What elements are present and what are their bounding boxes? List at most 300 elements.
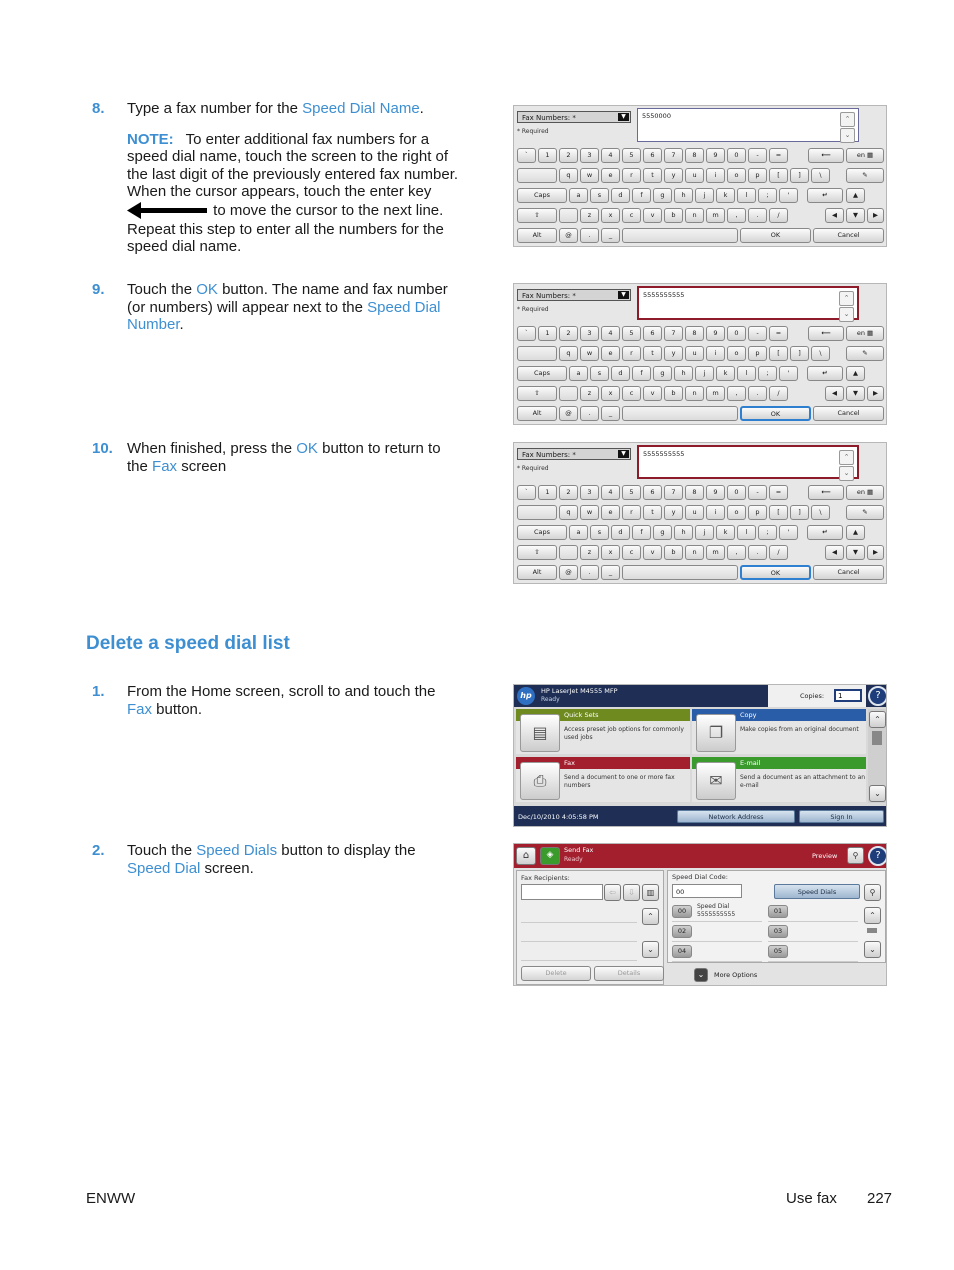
preview-magnifier-icon[interactable]: ⚲: [847, 847, 864, 864]
key-f[interactable]: f: [632, 366, 651, 381]
key-x[interactable]: x: [601, 208, 620, 223]
key-2[interactable]: 2: [559, 148, 578, 163]
sign-in-button[interactable]: Sign In: [799, 810, 884, 823]
key-equals[interactable]: =: [769, 326, 788, 341]
field-select[interactable]: [517, 111, 631, 123]
recipient-row[interactable]: [521, 923, 637, 942]
field-select-label: Fax Numbers: *: [522, 451, 576, 459]
key-semicolon[interactable]: ;: [758, 366, 777, 381]
language-key[interactable]: [846, 148, 884, 163]
shift-key-icon[interactable]: ⇧: [517, 545, 557, 560]
scroll-up-icon[interactable]: ⌃: [839, 291, 854, 306]
step-text: When finished, press the: [127, 440, 297, 457]
key-comma[interactable]: ,: [727, 208, 746, 223]
recipients-input[interactable]: [521, 884, 603, 900]
scroll-down-icon[interactable]: ⌄: [642, 941, 659, 958]
key-p[interactable]: p: [748, 168, 767, 183]
step-text-mid: button to display the: [277, 842, 416, 859]
key-u[interactable]: u: [685, 346, 704, 361]
fax-number-input[interactable]: [637, 286, 859, 320]
key-i[interactable]: i: [706, 168, 725, 183]
language-key[interactable]: [846, 326, 884, 341]
key-dot[interactable]: .: [580, 406, 599, 421]
key-blank[interactable]: [559, 208, 578, 223]
scroll-down-icon[interactable]: ⌄: [839, 466, 854, 481]
key-t[interactable]: t: [643, 505, 662, 520]
clear-eraser-icon[interactable]: ✎: [846, 346, 884, 361]
key-w[interactable]: w: [580, 346, 599, 361]
key-m[interactable]: m: [706, 545, 725, 560]
key-i[interactable]: i: [706, 346, 725, 361]
key-o[interactable]: o: [727, 346, 746, 361]
ok-button[interactable]: OK: [740, 406, 811, 421]
input-scrollbar[interactable]: [839, 291, 854, 323]
key-4[interactable]: 4: [601, 326, 620, 341]
fax-number-input[interactable]: [637, 445, 859, 479]
key-lbracket[interactable]: [: [769, 346, 788, 361]
key-equals[interactable]: =: [769, 485, 788, 500]
details-button[interactable]: Details: [594, 966, 664, 981]
arrow-left-icon[interactable]: ◀: [825, 208, 844, 223]
key-semicolon[interactable]: ;: [758, 188, 777, 203]
network-address-button[interactable]: Network Address: [677, 810, 795, 823]
home-scrollbar[interactable]: [868, 709, 886, 803]
recipients-panel: [516, 870, 664, 985]
ok-button[interactable]: OK: [740, 228, 811, 243]
speed-dial-entry[interactable]: [672, 944, 762, 962]
key-e[interactable]: e: [601, 346, 620, 361]
key-comma[interactable]: ,: [727, 545, 746, 560]
key-underscore[interactable]: _: [601, 565, 620, 580]
key-7[interactable]: 7: [664, 485, 683, 500]
key-backtick[interactable]: `: [517, 326, 536, 341]
key-s[interactable]: s: [590, 188, 609, 203]
keyboard-layout-icon: ▦: [864, 151, 874, 159]
step-text-end: .: [419, 100, 424, 117]
keyboard-header: [514, 443, 886, 485]
key-lbracket[interactable]: [: [769, 168, 788, 183]
key-quote[interactable]: ': [779, 366, 798, 381]
key-5[interactable]: 5: [622, 485, 641, 500]
key-c[interactable]: c: [622, 386, 641, 401]
key-d[interactable]: d: [611, 188, 630, 203]
step-text-mid: button. The name and fax number (or numbers) will appear next to the: [127, 281, 448, 316]
key-p[interactable]: p: [748, 505, 767, 520]
key-g[interactable]: g: [653, 366, 672, 381]
speed-dials-button[interactable]: Speed Dials: [774, 884, 860, 899]
key-w[interactable]: w: [580, 168, 599, 183]
input-scrollbar[interactable]: [839, 450, 854, 482]
scroll-thumb[interactable]: [872, 731, 882, 745]
key-underscore[interactable]: _: [601, 406, 620, 421]
key-9[interactable]: 9: [706, 148, 725, 163]
key-c[interactable]: c: [622, 208, 641, 223]
key-0[interactable]: 0: [727, 148, 746, 163]
key-f[interactable]: f: [632, 525, 651, 540]
key-7[interactable]: 7: [664, 326, 683, 341]
key-at[interactable]: @: [559, 565, 578, 580]
key-4[interactable]: 4: [601, 148, 620, 163]
key-j[interactable]: j: [695, 188, 714, 203]
key-quote[interactable]: ': [779, 525, 798, 540]
scroll-down-icon[interactable]: ⌄: [869, 785, 886, 802]
key-m[interactable]: m: [706, 386, 725, 401]
alt-key[interactable]: Alt: [517, 565, 557, 580]
keyboard-screen-3: [513, 442, 887, 584]
cancel-button[interactable]: Cancel: [813, 565, 884, 580]
key-9[interactable]: 9: [706, 326, 725, 341]
shift-key-icon[interactable]: ⇧: [517, 208, 557, 223]
key-1[interactable]: 1: [538, 148, 557, 163]
scroll-thumb[interactable]: [867, 928, 877, 933]
key-1[interactable]: 1: [538, 485, 557, 500]
arrow-left-icon[interactable]: ◀: [825, 545, 844, 560]
space-key[interactable]: [622, 565, 738, 580]
footer-left: ENWW: [86, 1190, 136, 1207]
arrow-down-icon[interactable]: ⇩: [623, 884, 640, 901]
delete-step-1: [92, 683, 462, 718]
key-backslash[interactable]: \: [811, 346, 830, 361]
step-text-end: screen: [177, 457, 227, 475]
key-period[interactable]: .: [748, 545, 767, 560]
key-m[interactable]: m: [706, 208, 725, 223]
email-tile[interactable]: [692, 757, 866, 802]
key-o[interactable]: o: [727, 505, 746, 520]
keyboard-row-4: [514, 545, 886, 565]
key-6[interactable]: 6: [643, 148, 662, 163]
key-a[interactable]: a: [569, 366, 588, 381]
key-2[interactable]: 2: [559, 485, 578, 500]
note-text: To enter additional fax numbers for a speed dial name, touch the screen to the right of the last digit of the previously entered fax number. When the cursor appears, touch the enter key: [127, 130, 459, 200]
key-z[interactable]: z: [580, 545, 599, 560]
key-s[interactable]: s: [590, 525, 609, 540]
key-slash[interactable]: /: [769, 208, 788, 223]
key-k[interactable]: k: [716, 366, 735, 381]
key-r[interactable]: r: [622, 505, 641, 520]
key-b[interactable]: b: [664, 208, 683, 223]
speed-dials-link: Speed Dials: [196, 842, 278, 859]
arrow-left-icon[interactable]: ◀: [825, 386, 844, 401]
key-8[interactable]: 8: [685, 485, 704, 500]
space-key[interactable]: [622, 228, 738, 243]
key-6[interactable]: 6: [643, 485, 662, 500]
copy-tile[interactable]: [692, 709, 866, 754]
key-8[interactable]: 8: [685, 326, 704, 341]
key-period[interactable]: .: [748, 208, 767, 223]
key-0[interactable]: 0: [727, 485, 746, 500]
key-h[interactable]: h: [674, 525, 693, 540]
key-8[interactable]: 8: [685, 148, 704, 163]
scroll-up-icon[interactable]: ⌃: [869, 711, 886, 728]
language-key[interactable]: [846, 485, 884, 500]
fax-number-input[interactable]: [637, 108, 859, 142]
key-3[interactable]: 3: [580, 148, 599, 163]
key-a[interactable]: a: [569, 525, 588, 540]
key-v[interactable]: v: [643, 208, 662, 223]
key-y[interactable]: y: [664, 346, 683, 361]
key-3[interactable]: 3: [580, 485, 599, 500]
speed-dial-name-link: Speed Dial Name: [302, 100, 420, 117]
scroll-up-icon[interactable]: ⌃: [840, 112, 855, 127]
ok-button[interactable]: OK: [740, 565, 811, 580]
key-equals[interactable]: =: [769, 148, 788, 163]
arrow-down-icon[interactable]: ▼: [846, 386, 865, 401]
key-0[interactable]: 0: [727, 326, 746, 341]
key-period[interactable]: .: [748, 386, 767, 401]
required-note: * Required: [517, 128, 549, 135]
speed-dial-entry[interactable]: [768, 924, 858, 942]
scroll-up-icon[interactable]: ⌃: [642, 908, 659, 925]
key-slash[interactable]: /: [769, 386, 788, 401]
key-blank[interactable]: [517, 168, 557, 183]
speed-dial-entry[interactable]: [768, 904, 858, 922]
key-q[interactable]: q: [559, 346, 578, 361]
alt-key[interactable]: Alt: [517, 228, 557, 243]
recipient-row[interactable]: [521, 942, 637, 961]
chevron-down-icon: ⌄: [694, 968, 708, 982]
key-v[interactable]: v: [643, 386, 662, 401]
key-n[interactable]: n: [685, 545, 704, 560]
arrow-up-icon[interactable]: ▲: [846, 366, 865, 381]
key-slash[interactable]: /: [769, 545, 788, 560]
key-g[interactable]: g: [653, 525, 672, 540]
key-s[interactable]: s: [590, 366, 609, 381]
fax-icon: ⎙: [520, 762, 560, 800]
key-blank[interactable]: [517, 346, 557, 361]
key-u[interactable]: u: [685, 168, 704, 183]
key-6[interactable]: 6: [643, 326, 662, 341]
key-j[interactable]: j: [695, 366, 714, 381]
key-b[interactable]: b: [664, 386, 683, 401]
key-at[interactable]: @: [559, 406, 578, 421]
keyboard-row-5: [514, 565, 886, 584]
speed-dial-entry[interactable]: [672, 924, 762, 942]
keyboard-layout-icon: ▦: [864, 329, 874, 337]
key-d[interactable]: d: [611, 525, 630, 540]
copies-label: Copies:: [800, 692, 825, 700]
quick-sets-tile[interactable]: [516, 709, 690, 754]
key-b[interactable]: b: [664, 545, 683, 560]
tile-title: Fax: [516, 757, 690, 769]
key-q[interactable]: q: [559, 168, 578, 183]
enter-key-icon[interactable]: ↵: [807, 366, 843, 381]
cancel-button[interactable]: Cancel: [813, 406, 884, 421]
speed-dial-name: Speed Dial: [697, 903, 730, 910]
key-5[interactable]: 5: [622, 148, 641, 163]
speed-dial-entry[interactable]: [768, 944, 858, 962]
speed-dial-code-input[interactable]: 00: [672, 884, 742, 898]
key-n[interactable]: n: [685, 386, 704, 401]
arrow-left-icon[interactable]: ⇦: [604, 884, 621, 901]
key-r[interactable]: r: [622, 346, 641, 361]
key-o[interactable]: o: [727, 168, 746, 183]
key-p[interactable]: p: [748, 346, 767, 361]
key-w[interactable]: w: [580, 505, 599, 520]
arrow-down-icon[interactable]: ▼: [846, 208, 865, 223]
tile-title: Quick Sets: [516, 709, 690, 721]
caps-key[interactable]: Caps: [517, 188, 567, 203]
preview-label[interactable]: Preview: [812, 852, 838, 860]
caps-key[interactable]: Caps: [517, 525, 567, 540]
enter-key-icon: [127, 201, 209, 221]
key-l[interactable]: l: [737, 525, 756, 540]
send-fax-screen: [513, 843, 887, 986]
key-i[interactable]: i: [706, 505, 725, 520]
key-l[interactable]: l: [737, 366, 756, 381]
field-select[interactable]: [517, 289, 631, 301]
key-underscore[interactable]: _: [601, 228, 620, 243]
key-3[interactable]: 3: [580, 326, 599, 341]
fax-tile[interactable]: [516, 757, 690, 802]
key-2[interactable]: 2: [559, 326, 578, 341]
copies-input[interactable]: 1: [834, 689, 862, 702]
arrow-down-icon[interactable]: ▼: [846, 545, 865, 560]
key-r[interactable]: r: [622, 168, 641, 183]
key-at[interactable]: @: [559, 228, 578, 243]
key-j[interactable]: j: [695, 525, 714, 540]
key-backtick[interactable]: `: [517, 485, 536, 500]
key-quote[interactable]: ': [779, 188, 798, 203]
key-7[interactable]: 7: [664, 148, 683, 163]
arrow-up-icon[interactable]: ▲: [846, 188, 865, 203]
speed-dial-code: 02: [672, 925, 692, 938]
home-icon[interactable]: ⌂: [516, 847, 536, 865]
key-d[interactable]: d: [611, 366, 630, 381]
key-e[interactable]: e: [601, 168, 620, 183]
keyboard-row-1: [514, 148, 886, 168]
scroll-down-icon[interactable]: ⌄: [864, 941, 881, 958]
footer-section: Use fax: [786, 1190, 837, 1207]
key-rbracket[interactable]: ]: [790, 346, 809, 361]
key-x[interactable]: x: [601, 386, 620, 401]
key-1[interactable]: 1: [538, 326, 557, 341]
key-c[interactable]: c: [622, 545, 641, 560]
keyboard-screen-2: [513, 283, 887, 425]
keyboard-screen-1: [513, 105, 887, 247]
key-rbracket[interactable]: ]: [790, 505, 809, 520]
send-fax-header: [514, 844, 887, 868]
tile-description: Send a document as an attachment to an e-mail: [740, 774, 866, 789]
hp-logo-icon: hp: [517, 687, 535, 705]
scroll-down-icon[interactable]: ⌄: [840, 128, 855, 143]
recipients-label: Fax Recipients:: [521, 874, 570, 882]
key-h[interactable]: h: [674, 188, 693, 203]
key-g[interactable]: g: [653, 188, 672, 203]
clear-eraser-icon[interactable]: ✎: [846, 168, 884, 183]
arrow-right-icon[interactable]: ▶: [867, 208, 884, 223]
caps-key[interactable]: Caps: [517, 366, 567, 381]
help-icon[interactable]: ?: [868, 846, 887, 866]
arrow-up-icon[interactable]: ▲: [846, 525, 865, 540]
key-backtick[interactable]: `: [517, 148, 536, 163]
dropdown-arrow-icon: ▼: [618, 450, 629, 458]
search-icon[interactable]: ⚲: [864, 884, 881, 901]
key-lbracket[interactable]: [: [769, 505, 788, 520]
cancel-button[interactable]: Cancel: [813, 228, 884, 243]
key-y[interactable]: y: [664, 505, 683, 520]
home-footer: [514, 806, 887, 827]
key-t[interactable]: t: [643, 168, 662, 183]
shift-key-icon[interactable]: ⇧: [517, 386, 557, 401]
help-icon[interactable]: ?: [868, 686, 887, 706]
backspace-key[interactable]: ⟵: [808, 485, 844, 500]
arrow-right-icon[interactable]: ▶: [867, 545, 884, 560]
key-blank[interactable]: [559, 545, 578, 560]
key-l[interactable]: l: [737, 188, 756, 203]
key-z[interactable]: z: [580, 386, 599, 401]
field-select-label: Fax Numbers: *: [522, 114, 576, 122]
key-k[interactable]: k: [716, 188, 735, 203]
backspace-key[interactable]: ⟵: [808, 148, 844, 163]
key-comma[interactable]: ,: [727, 386, 746, 401]
key-rbracket[interactable]: ]: [790, 168, 809, 183]
arrow-right-icon[interactable]: ▶: [867, 386, 884, 401]
enter-key-icon[interactable]: ↵: [807, 188, 843, 203]
key-v[interactable]: v: [643, 545, 662, 560]
address-book-icon[interactable]: ▥: [642, 884, 659, 901]
start-icon[interactable]: ◈: [540, 847, 560, 865]
key-x[interactable]: x: [601, 545, 620, 560]
key-blank[interactable]: [517, 505, 557, 520]
keyboard-row-3: [514, 188, 886, 208]
key-dot[interactable]: .: [580, 565, 599, 580]
key-dot[interactable]: .: [580, 228, 599, 243]
keyboard-row-4: [514, 386, 886, 406]
key-9[interactable]: 9: [706, 485, 725, 500]
key-h[interactable]: h: [674, 366, 693, 381]
recipient-row[interactable]: [521, 904, 637, 923]
key-minus[interactable]: -: [748, 148, 767, 163]
scroll-down-icon[interactable]: ⌄: [839, 307, 854, 322]
field-select-label: Fax Numbers: *: [522, 292, 576, 300]
note-label: NOTE:: [127, 130, 174, 148]
speed-dial-entry[interactable]: [672, 904, 762, 922]
speed-dial-code-label: Speed Dial Code:: [672, 873, 728, 881]
key-u[interactable]: u: [685, 505, 704, 520]
tile-title: Copy: [692, 709, 866, 721]
key-t[interactable]: t: [643, 346, 662, 361]
input-scrollbar[interactable]: [840, 112, 855, 144]
alt-key[interactable]: Alt: [517, 406, 557, 421]
key-e[interactable]: e: [601, 505, 620, 520]
space-key[interactable]: [622, 406, 738, 421]
key-k[interactable]: k: [716, 525, 735, 540]
clear-eraser-icon[interactable]: ✎: [846, 505, 884, 520]
key-semicolon[interactable]: ;: [758, 525, 777, 540]
key-backslash[interactable]: \: [811, 168, 830, 183]
key-4[interactable]: 4: [601, 485, 620, 500]
key-n[interactable]: n: [685, 208, 704, 223]
delete-button[interactable]: Delete: [521, 966, 591, 981]
key-q[interactable]: q: [559, 505, 578, 520]
key-minus[interactable]: -: [748, 326, 767, 341]
key-f[interactable]: f: [632, 188, 651, 203]
enter-key-icon[interactable]: ↵: [807, 525, 843, 540]
key-5[interactable]: 5: [622, 326, 641, 341]
key-z[interactable]: z: [580, 208, 599, 223]
key-a[interactable]: a: [569, 188, 588, 203]
key-backslash[interactable]: \: [811, 505, 830, 520]
key-blank[interactable]: [559, 386, 578, 401]
field-select[interactable]: [517, 448, 631, 460]
fax-link: Fax: [152, 457, 178, 475]
step-number: 2.: [92, 842, 105, 859]
key-minus[interactable]: -: [748, 485, 767, 500]
key-y[interactable]: y: [664, 168, 683, 183]
scroll-up-icon[interactable]: ⌃: [864, 907, 881, 924]
scroll-up-icon[interactable]: ⌃: [839, 450, 854, 465]
backspace-key[interactable]: ⟵: [808, 326, 844, 341]
